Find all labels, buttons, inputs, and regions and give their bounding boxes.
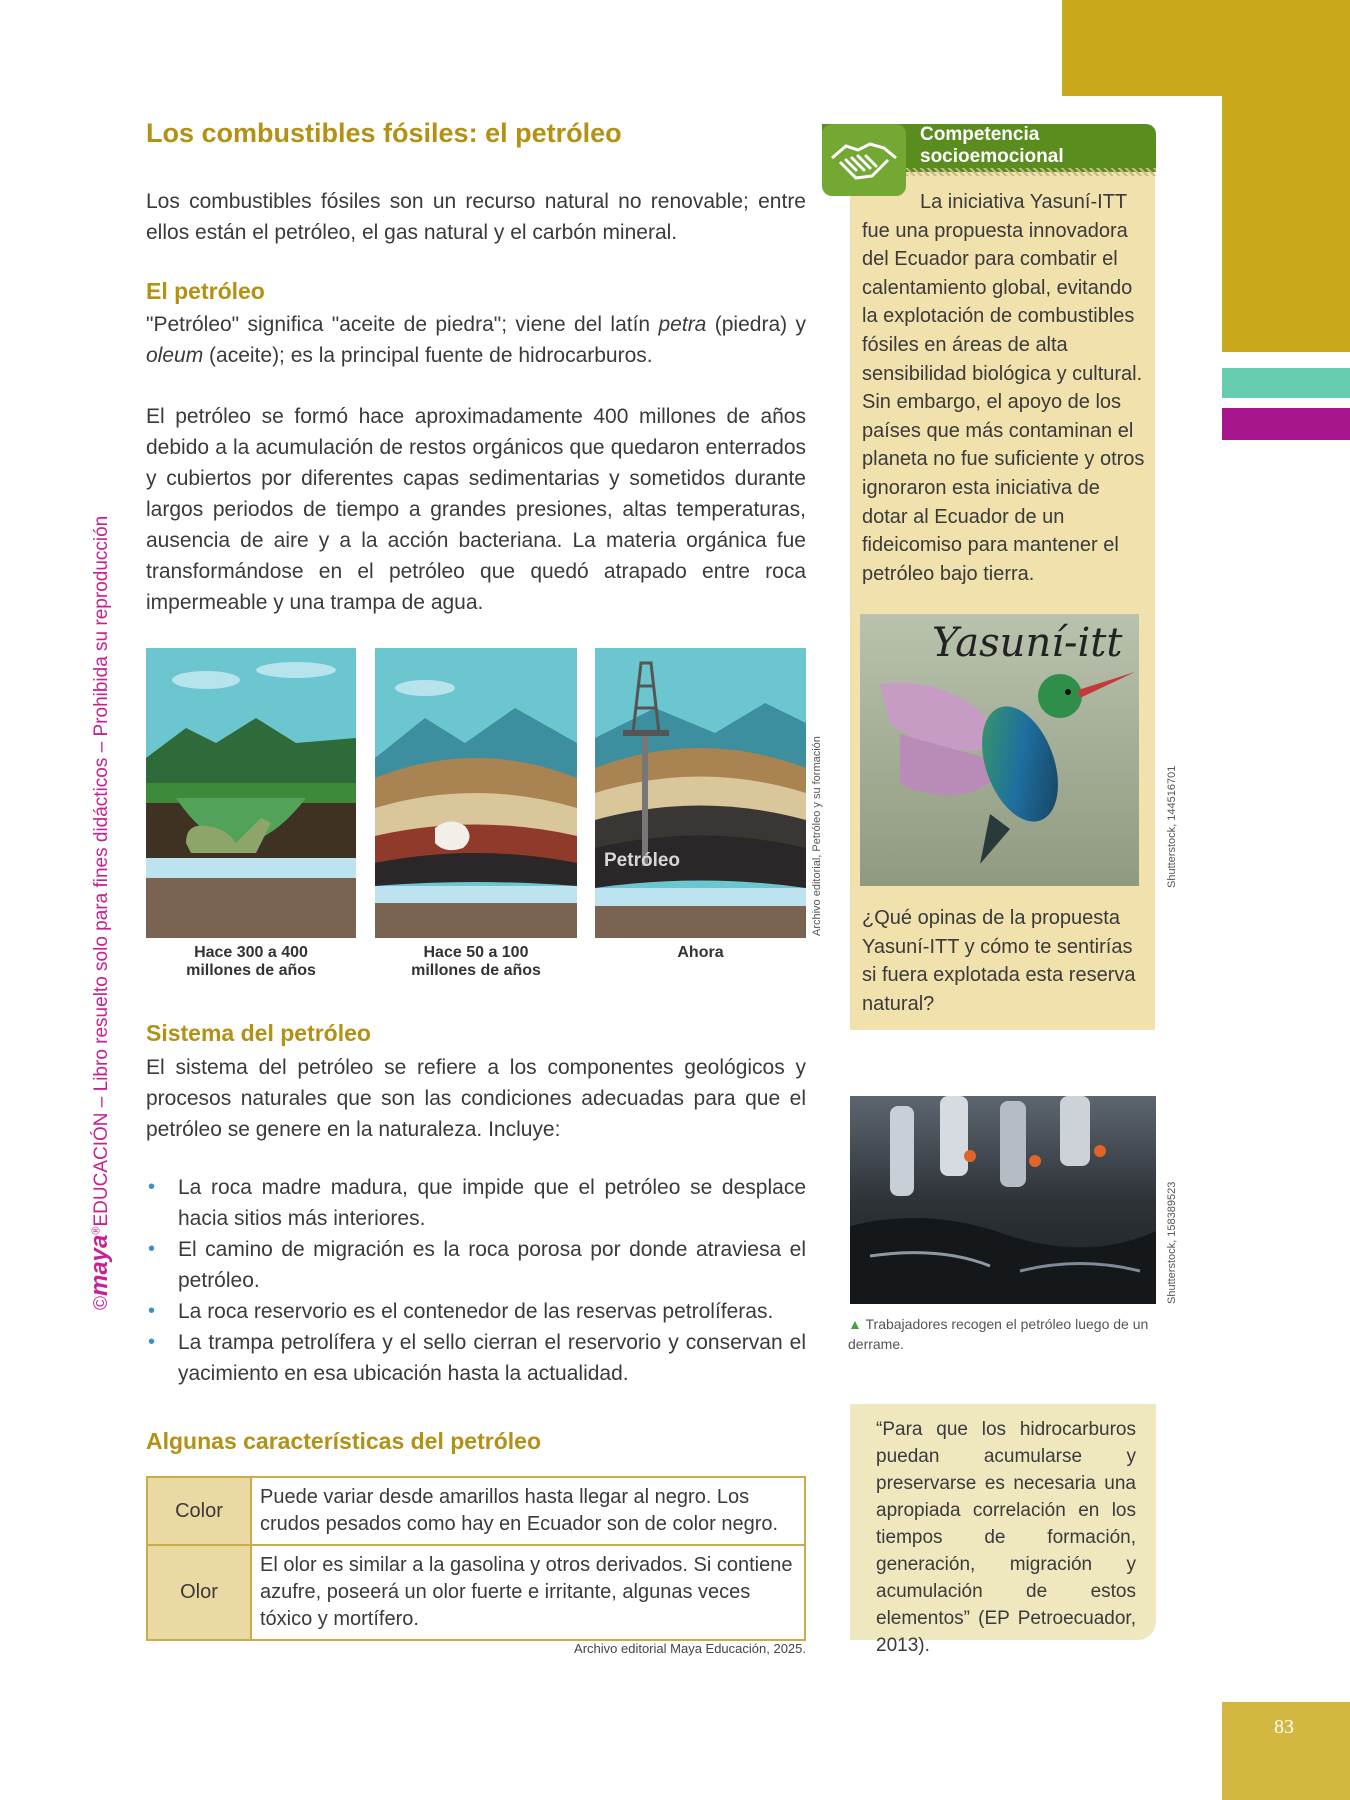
table-row [147, 1545, 805, 1640]
panel-label-2 [375, 944, 577, 980]
bullet-text: La roca reservorio es el contenedor de las reservas petrolíferas. [178, 1300, 774, 1323]
table-key-olor: Olor [147, 1545, 251, 1640]
list-item [146, 1234, 806, 1296]
copyright-symbol: © [91, 1296, 112, 1310]
copyright-text: EDUCACIÓN – Libro resuelto solo para fines didácticos – Prohibida su reproducción [91, 515, 112, 1227]
bullet-icon: • [148, 1331, 156, 1353]
sistema-bullet-list [146, 1172, 806, 1389]
bullet-text: El camino de migración es la roca porosa por donde atraviesa el petróleo. [178, 1238, 806, 1292]
panel-ancient [146, 648, 356, 938]
decor-top-block [1062, 0, 1350, 96]
fossil-icon [435, 821, 470, 850]
bullet-text: La roca madre madura, que impide que el petróleo se desplace hacia sitios más interiores. [178, 1176, 806, 1230]
handshake-icon [822, 124, 906, 196]
list-item [146, 1172, 806, 1234]
characteristics-table [146, 1476, 806, 1641]
table-value-olor: El olor es similar a la gasolina y otros derivados. Si contiene azufre, poseerá un olor fuerte e irritante, algunas veces tóxico y mortífero. [251, 1545, 805, 1640]
bullet-icon: • [148, 1176, 156, 1198]
copyright-notice [86, 516, 114, 1310]
decor-magenta-tab [1222, 408, 1350, 440]
panel-label-1-line2: millones de años [186, 962, 316, 979]
formation-illustration [146, 648, 806, 938]
formation-paragraph: El petróleo se formó hace aproximadamente 400 millones de años debido a la acumulación de restos orgánicos que quedaron enterrados y cubiertos por diferentes capas sedimentarias y sometidos durante largos periodos de tiempo a grandes presiones, altas temperaturas, ausencia de aire y a la acción bacteriana. La materia orgánica fue transformándose en el petróleo que quedó atrapado entre roca impermeable y una trampa de agua. [146, 405, 806, 614]
spill-caption-text: Trabajadores recogen el petróleo luego de un derrame. [848, 1316, 1149, 1352]
competencia-text [862, 188, 1148, 588]
spill-image-credit: Shutterstock, 158389523 [1166, 1181, 1178, 1304]
competencia-title-line1: Competencia [920, 124, 1040, 145]
petroleum-formation-diagram [146, 648, 806, 979]
petroleo-heading: El petróleo [146, 278, 265, 304]
page-number: 83 [1274, 1716, 1294, 1738]
competencia-question: ¿Qué opinas de la propuesta Yasuní-ITT y cómo te sentirías si fuera explotada esta reserva natural? [862, 907, 1136, 1015]
spill-caption [848, 1314, 1160, 1354]
table-value-color: Puede variar desde amarillos hasta llegar al negro. Los crudos pesados como hay en Ecuador son de color negro. [251, 1477, 805, 1545]
petroleo-definition [146, 309, 806, 371]
table-credit: Archivo editorial Maya Educación, 2025. [574, 1641, 806, 1656]
panel-label-3 [595, 944, 806, 962]
bullet-icon: • [148, 1238, 156, 1260]
sistema-paragraph: El sistema del petróleo se refiere a los componentes geológicos y procesos naturales que son las condiciones adecuadas para que el petróleo se genere en la naturaleza. Incluye: [146, 1056, 806, 1141]
oil-spill-image [850, 1096, 1156, 1304]
word-oleum: oleum [146, 344, 204, 367]
sistema-heading: Sistema del petróleo [146, 1020, 371, 1046]
quote-text: “Para que los hidrocarburos puedan acumularse y preservarse es necesaria una apropiada correlación en los tiempos de formación, generación, migración y acumulación de estos elementos” (EP Petroecuador, 2013). [876, 1419, 1136, 1656]
caracteristicas-heading: Algunas características del petróleo [146, 1428, 541, 1454]
table-row [147, 1477, 805, 1545]
panel-intermediate [375, 648, 577, 938]
diagram-credit: Archivo editorial, Petróleo y su formación [811, 736, 823, 936]
definition-text-b: (piedra) y [706, 313, 807, 336]
word-petra: petra [658, 313, 707, 336]
decor-teal-tab [1222, 368, 1350, 398]
competencia-title [920, 124, 1064, 168]
page-title: Los combustibles fósiles: el petróleo [146, 118, 622, 148]
panel-label-2-line2: millones de años [411, 962, 541, 979]
competencia-body: La iniciativa Yasuní-ITT fue una propuesta innovadora del Ecuador para combatir el calentamiento global, evitando la explotación de combustibles fósiles en áreas de alta sensibilidad biológica y cultural. Sin embargo, el apoyo de los países que más contaminan el planeta no fue suficiente y otros ignoraron esta iniciativa de dotar al Ecuador de un fideicomiso para mantener el petróleo bajo tierra. [862, 191, 1145, 585]
definition-text-a: "Petróleo" significa "aceite de piedra"; viene del latín [146, 313, 659, 336]
bullet-icon: • [148, 1300, 156, 1322]
bullet-text: La trampa petrolífera y el sello cierran el reservorio y conservan el yacimiento en esa ubicación hasta la actualidad. [178, 1331, 806, 1385]
panel-label-1-line1: Hace 300 a 400 [194, 944, 308, 961]
decor-zigzag [906, 168, 1156, 176]
brand-logo: maya [86, 1234, 113, 1296]
panel-label-2-line1: Hace 50 a 100 [423, 944, 529, 961]
definition-text-c: (aceite); es la principal fuente de hidrocarburos. [203, 344, 653, 367]
triangle-icon: ▲ [848, 1316, 862, 1332]
petroleo-label: Petróleo [604, 850, 681, 871]
list-item [146, 1327, 806, 1389]
competencia-title-line2: socioemocional [920, 146, 1064, 167]
table-key-color: Color [147, 1477, 251, 1545]
panel-label-3-line1: Ahora [677, 944, 724, 961]
panel-label-1 [146, 944, 356, 980]
list-item [146, 1296, 806, 1327]
hummingbird-image [860, 614, 1139, 886]
bird-image-credit: Shutterstock, 144516701 [1166, 765, 1178, 888]
intro-paragraph: Los combustibles fósiles son un recurso natural no renovable; entre ellos están el petróleo, el gas natural y el carbón mineral. [146, 190, 806, 244]
registered-mark: ® [90, 1226, 103, 1235]
decor-gold-strip [1222, 96, 1350, 352]
panel-present [595, 648, 806, 938]
yasuni-logo: Yasuní-itt [932, 620, 1123, 666]
